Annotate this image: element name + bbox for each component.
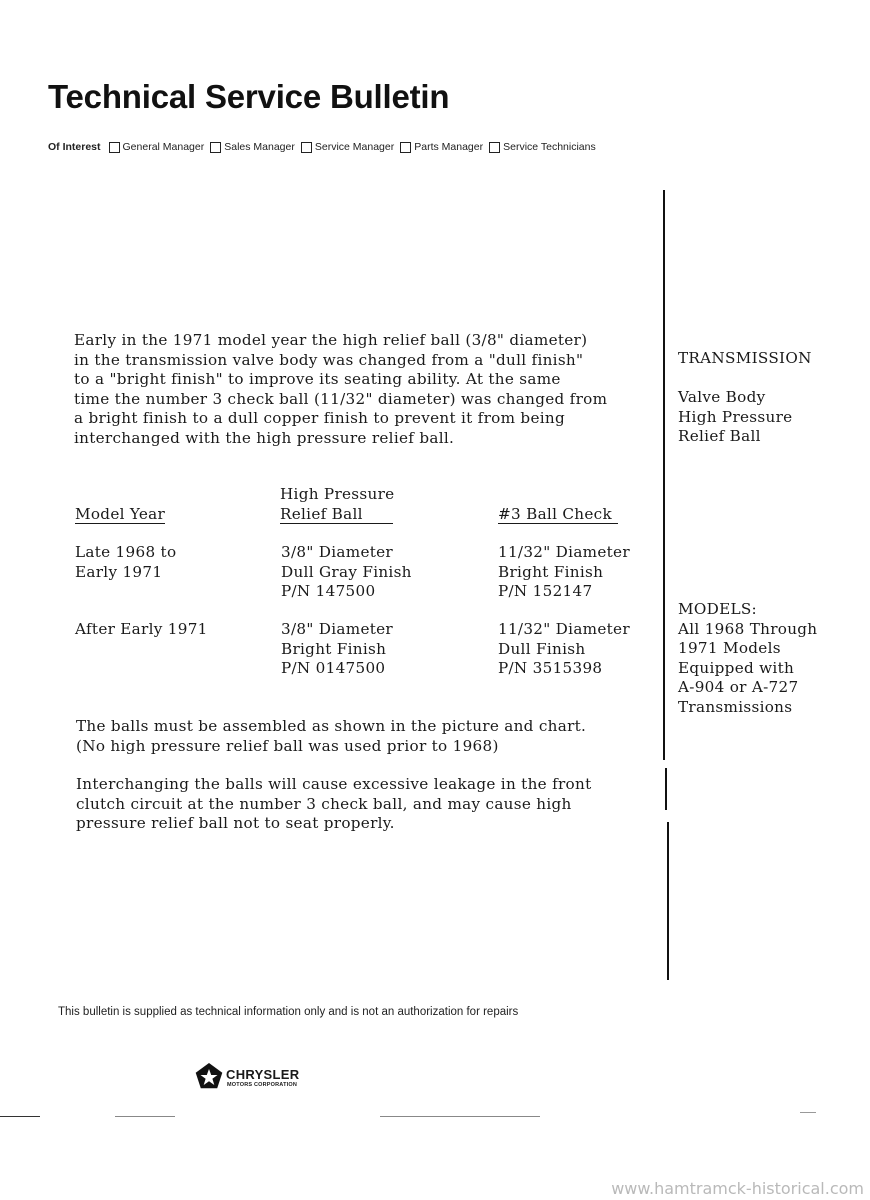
table-row-1-check-ball: 11/32" Diameter Bright Finish P/N 152147 [498, 543, 630, 601]
column-divider-lower [667, 822, 669, 980]
scan-line [800, 1112, 816, 1113]
recipient-general-manager: General Manager [109, 141, 205, 153]
sidebar-models: MODELS: All 1968 Through 1971 Models Equipped with A-904 or A-727 Transmissions [678, 600, 818, 716]
scan-line [115, 1116, 175, 1117]
assembly-note: The balls must be assembled as shown in the picture and chart. (No high pressure relief ball was used prior to 1968) [76, 717, 587, 755]
table-row-1-model-year: Late 1968 to Early 1971 [75, 543, 177, 581]
of-interest-row [48, 141, 602, 153]
checkbox-icon [210, 142, 221, 153]
checkbox-icon [489, 142, 500, 153]
page-title: Technical Service Bulletin [48, 78, 450, 115]
recipient-sales-manager: Sales Manager [210, 141, 295, 153]
scan-line [0, 1116, 40, 1117]
header-check-ball: #3 Ball Check [498, 505, 618, 525]
sidebar-subject: Valve Body High Pressure Relief Ball [678, 388, 793, 446]
header-relief-ball: High Pressure Relief Ball [280, 485, 395, 523]
brand-subtitle: MOTORS CORPORATION [227, 1082, 298, 1088]
table-row-1-relief-ball: 3/8" Diameter Dull Gray Finish P/N 147500 [281, 543, 412, 601]
table-row-2-relief-ball: 3/8" Diameter Bright Finish P/N 0147500 [281, 620, 393, 678]
of-interest-label: Of Interest [48, 141, 101, 153]
table-row-2-check-ball: 11/32" Diameter Dull Finish P/N 3515398 [498, 620, 630, 678]
recipient-service-manager: Service Manager [301, 141, 394, 153]
column-divider-upper [663, 190, 665, 760]
brand-name: CHRYSLER [226, 1067, 300, 1082]
pentastar-logo-icon [194, 1062, 224, 1092]
checkbox-icon [109, 142, 120, 153]
warning-note: Interchanging the balls will cause excessive leakage in the front clutch circuit at the number 3 check ball, and may cause high pressure relief ball not to seat properly. [76, 775, 592, 833]
recipient-service-technicians: Service Technicians [489, 141, 596, 153]
checkbox-icon [400, 142, 411, 153]
sidebar-category: TRANSMISSION [678, 349, 812, 367]
checkbox-icon [301, 142, 312, 153]
recipient-parts-manager: Parts Manager [400, 141, 483, 153]
disclaimer: This bulletin is supplied as technical information only and is not an authorization for repairs [58, 1006, 519, 1018]
column-divider-middle [665, 768, 667, 810]
intro-paragraph: Early in the 1971 model year the high relief ball (3/8" diameter) in the transmission valve body was changed from a "dull finish" to a "bright finish" to improve its seating ability. At the same time the number 3 check ball (11/32" diameter) was changed from a bright finish to a dull copper finish to prevent it from being interchanged with the high pressure relief ball. [74, 331, 608, 447]
watermark: www.hamtramck-historical.com [611, 1179, 864, 1198]
table-row-2-model-year: After Early 1971 [75, 620, 208, 638]
header-model-year: Model Year [75, 505, 166, 523]
scan-line [380, 1116, 540, 1117]
